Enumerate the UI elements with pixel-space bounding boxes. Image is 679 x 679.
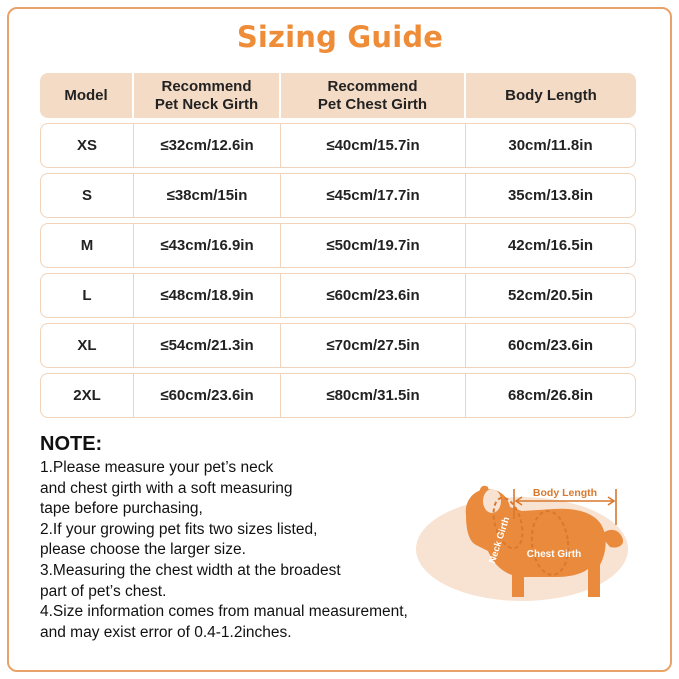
body-length-label: Body Length <box>532 487 598 499</box>
table-row <box>40 323 636 368</box>
cell-model: XL <box>40 323 134 368</box>
column-header-body-length <box>466 73 636 118</box>
note-line: and chest girth with a soft measuring <box>40 479 293 497</box>
cell-body: 30cm/11.8in <box>466 123 636 168</box>
page-title: Sizing Guide <box>236 20 444 54</box>
cell-chest: ≤50cm/19.7in <box>281 223 466 268</box>
cell-model: L <box>40 273 134 318</box>
table-body <box>40 123 636 418</box>
table-row <box>40 123 636 168</box>
cell-chest: ≤45cm/17.7in <box>281 173 466 218</box>
cell-neck: ≤48cm/18.9in <box>134 273 281 318</box>
table-row <box>40 273 636 318</box>
note-line: tape before purchasing, <box>40 500 203 518</box>
cell-neck: ≤32cm/12.6in <box>134 123 281 168</box>
cell-chest: ≤60cm/23.6in <box>281 273 466 318</box>
table-header-row <box>40 73 636 118</box>
note-line: part of pet’s chest. <box>40 582 167 600</box>
note-line: 2.If your growing pet fits two sizes listed, <box>40 520 318 538</box>
table-row <box>40 173 636 218</box>
cell-model: S <box>40 173 134 218</box>
note-line: and may exist error of 0.4-1.2inches. <box>40 623 292 641</box>
cell-model: M <box>40 223 134 268</box>
column-header-chest-girth-line1: Recommend <box>327 78 418 96</box>
cell-chest: ≤40cm/15.7in <box>281 123 466 168</box>
cell-neck: ≤60cm/23.6in <box>134 373 281 418</box>
column-header-chest-girth-line2: Pet Chest Girth <box>317 95 428 113</box>
cell-body: 42cm/16.5in <box>466 223 636 268</box>
note-line: please choose the larger size. <box>40 541 246 559</box>
table-header <box>40 73 636 118</box>
cell-chest: ≤70cm/27.5in <box>281 323 466 368</box>
cell-body: 68cm/26.8in <box>466 373 636 418</box>
dog-measurement-illustration <box>404 457 646 617</box>
cell-body: 60cm/23.6in <box>466 323 636 368</box>
cell-neck: ≤38cm/15in <box>134 173 281 218</box>
cell-model: 2XL <box>40 373 134 418</box>
cell-chest: ≤80cm/31.5in <box>281 373 466 418</box>
column-header-neck-girth-line1: Recommend <box>161 78 252 96</box>
column-header-neck-girth <box>134 73 281 118</box>
note-section <box>40 433 640 643</box>
note-line: 3.Measuring the chest width at the broadest <box>40 562 341 580</box>
sizing-table <box>40 68 636 423</box>
cell-body: 52cm/20.5in <box>466 273 636 318</box>
dog-head-patch <box>483 489 501 513</box>
table-row <box>40 223 636 268</box>
column-header-chest-girth <box>281 73 466 118</box>
cell-model: XS <box>40 123 134 168</box>
chest-girth-label: Chest Girth <box>526 549 582 560</box>
table-row <box>40 373 636 418</box>
note-line: 4.Size information comes from manual measurement, <box>40 603 408 621</box>
content-area <box>40 16 640 643</box>
column-header-body-length-line1: Body Length <box>505 86 597 104</box>
column-header-model-line1: Model <box>64 86 108 104</box>
note-heading: NOTE: <box>40 433 103 455</box>
cell-neck: ≤43cm/16.9in <box>134 223 281 268</box>
column-header-model <box>40 73 134 118</box>
column-header-neck-girth-line2: Pet Neck Girth <box>154 95 259 113</box>
cell-body: 35cm/13.8in <box>466 173 636 218</box>
neck-girth-label: Neck Girth <box>486 515 513 565</box>
cell-neck: ≤54cm/21.3in <box>134 323 281 368</box>
note-line: 1.Please measure your pet’s neck <box>40 459 274 476</box>
